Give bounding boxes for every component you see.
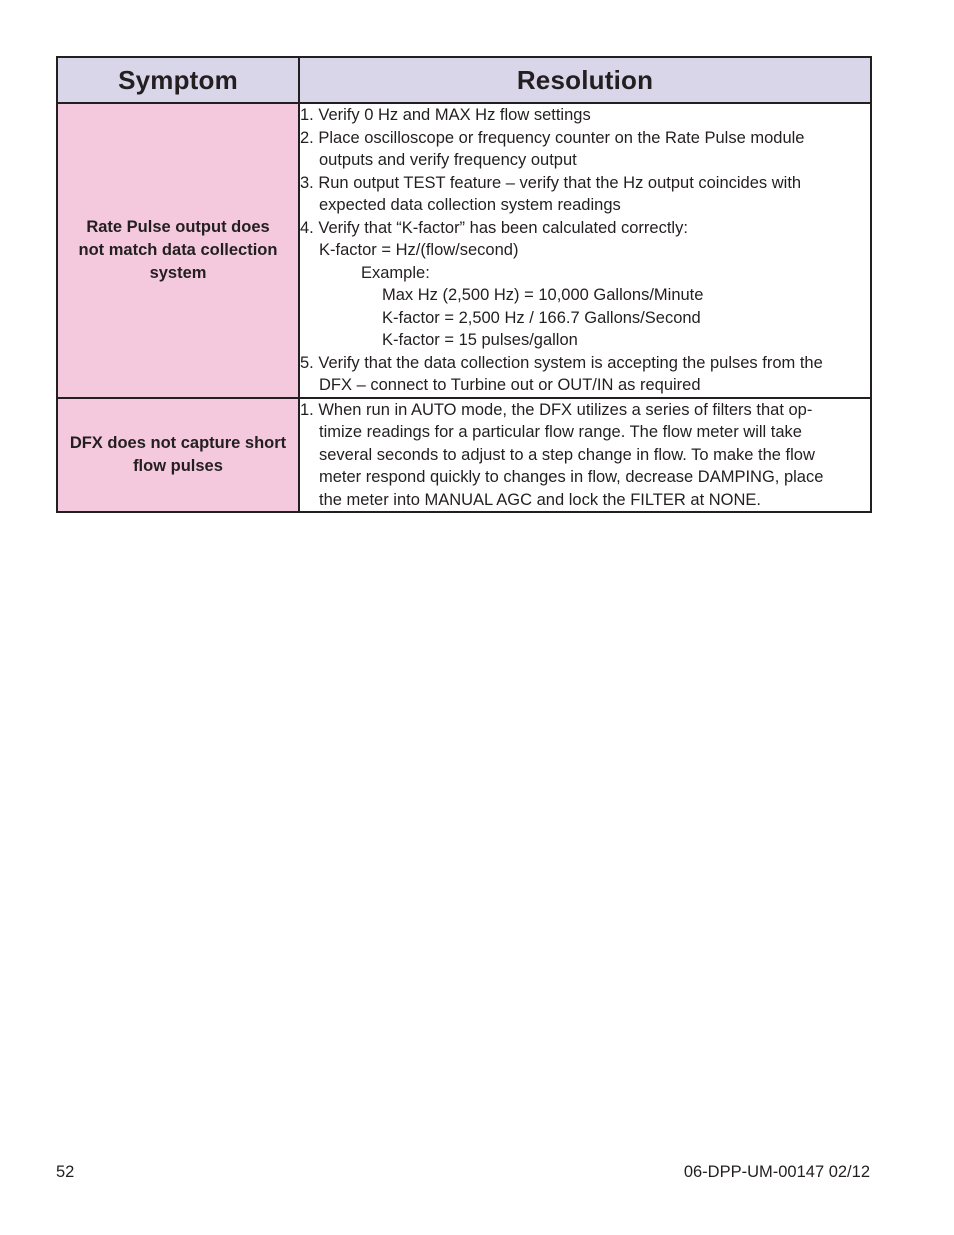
resolution-step: 1. When run in AUTO mode, the DFX utilizes a series of filters that op- <box>300 400 813 419</box>
table-row <box>57 103 871 398</box>
resolution-step-continuation: DFX – connect to Turbine out or OUT/IN as required <box>319 376 701 394</box>
resolution-step-continuation: the meter into MANUAL AGC and lock the FILTER at NONE. <box>319 490 761 509</box>
example-line: K-factor = 15 pulses/gallon <box>382 331 578 349</box>
example-line: K-factor = 2,500 Hz / 166.7 Gallons/Second <box>382 308 701 327</box>
symptom-cell <box>57 398 299 513</box>
resolution-column-header: Resolution <box>299 57 871 103</box>
resolution-step-continuation: several seconds to adjust to a step change in flow. To make the flow <box>319 445 815 464</box>
resolution-step-continuation: outputs and verify frequency output <box>319 151 577 169</box>
example-line: Max Hz (2,500 Hz) = 10,000 Gallons/Minute <box>382 286 704 304</box>
symptom-text-line: DFX does not capture short <box>69 433 287 452</box>
document-id: 06-DPP-UM-00147 02/12 <box>683 1163 870 1181</box>
resolution-cell <box>299 103 871 398</box>
symptom-text-line: Rate Pulse output does <box>86 217 270 236</box>
k-factor-formula: K-factor = Hz/(flow/second) <box>319 241 519 259</box>
resolution-cell <box>299 398 871 513</box>
troubleshooting-table <box>56 56 872 513</box>
resolution-step-continuation: timize readings for a particular flow range. The flow meter will take <box>319 423 802 441</box>
table-header-row <box>57 57 871 103</box>
resolution-step: 2. Place oscilloscope or frequency counter on the Rate Pulse module <box>300 128 805 147</box>
symptom-text-line: system <box>149 263 207 282</box>
example-label: Example: <box>361 263 430 282</box>
resolution-step: 5. Verify that the data collection system is accepting the pulses from the <box>300 353 823 372</box>
resolution-step-continuation: expected data collection system readings <box>319 196 621 214</box>
symptom-column-header: Symptom <box>57 57 299 103</box>
symptom-cell <box>57 103 299 398</box>
resolution-step: 4. Verify that “K-factor” has been calculated correctly: <box>300 218 688 237</box>
resolution-step-continuation: meter respond quickly to changes in flow, decrease DAMPING, place <box>319 468 824 486</box>
resolution-step: 1. Verify 0 Hz and MAX Hz flow settings <box>300 106 591 124</box>
resolution-step: 3. Run output TEST feature – verify that the Hz output coincides with <box>300 173 802 192</box>
page-number: 52 <box>56 1163 75 1181</box>
symptom-text-line: flow pulses <box>133 456 223 475</box>
symptom-text-line: not match data collection <box>78 240 278 259</box>
table-row <box>57 398 871 513</box>
